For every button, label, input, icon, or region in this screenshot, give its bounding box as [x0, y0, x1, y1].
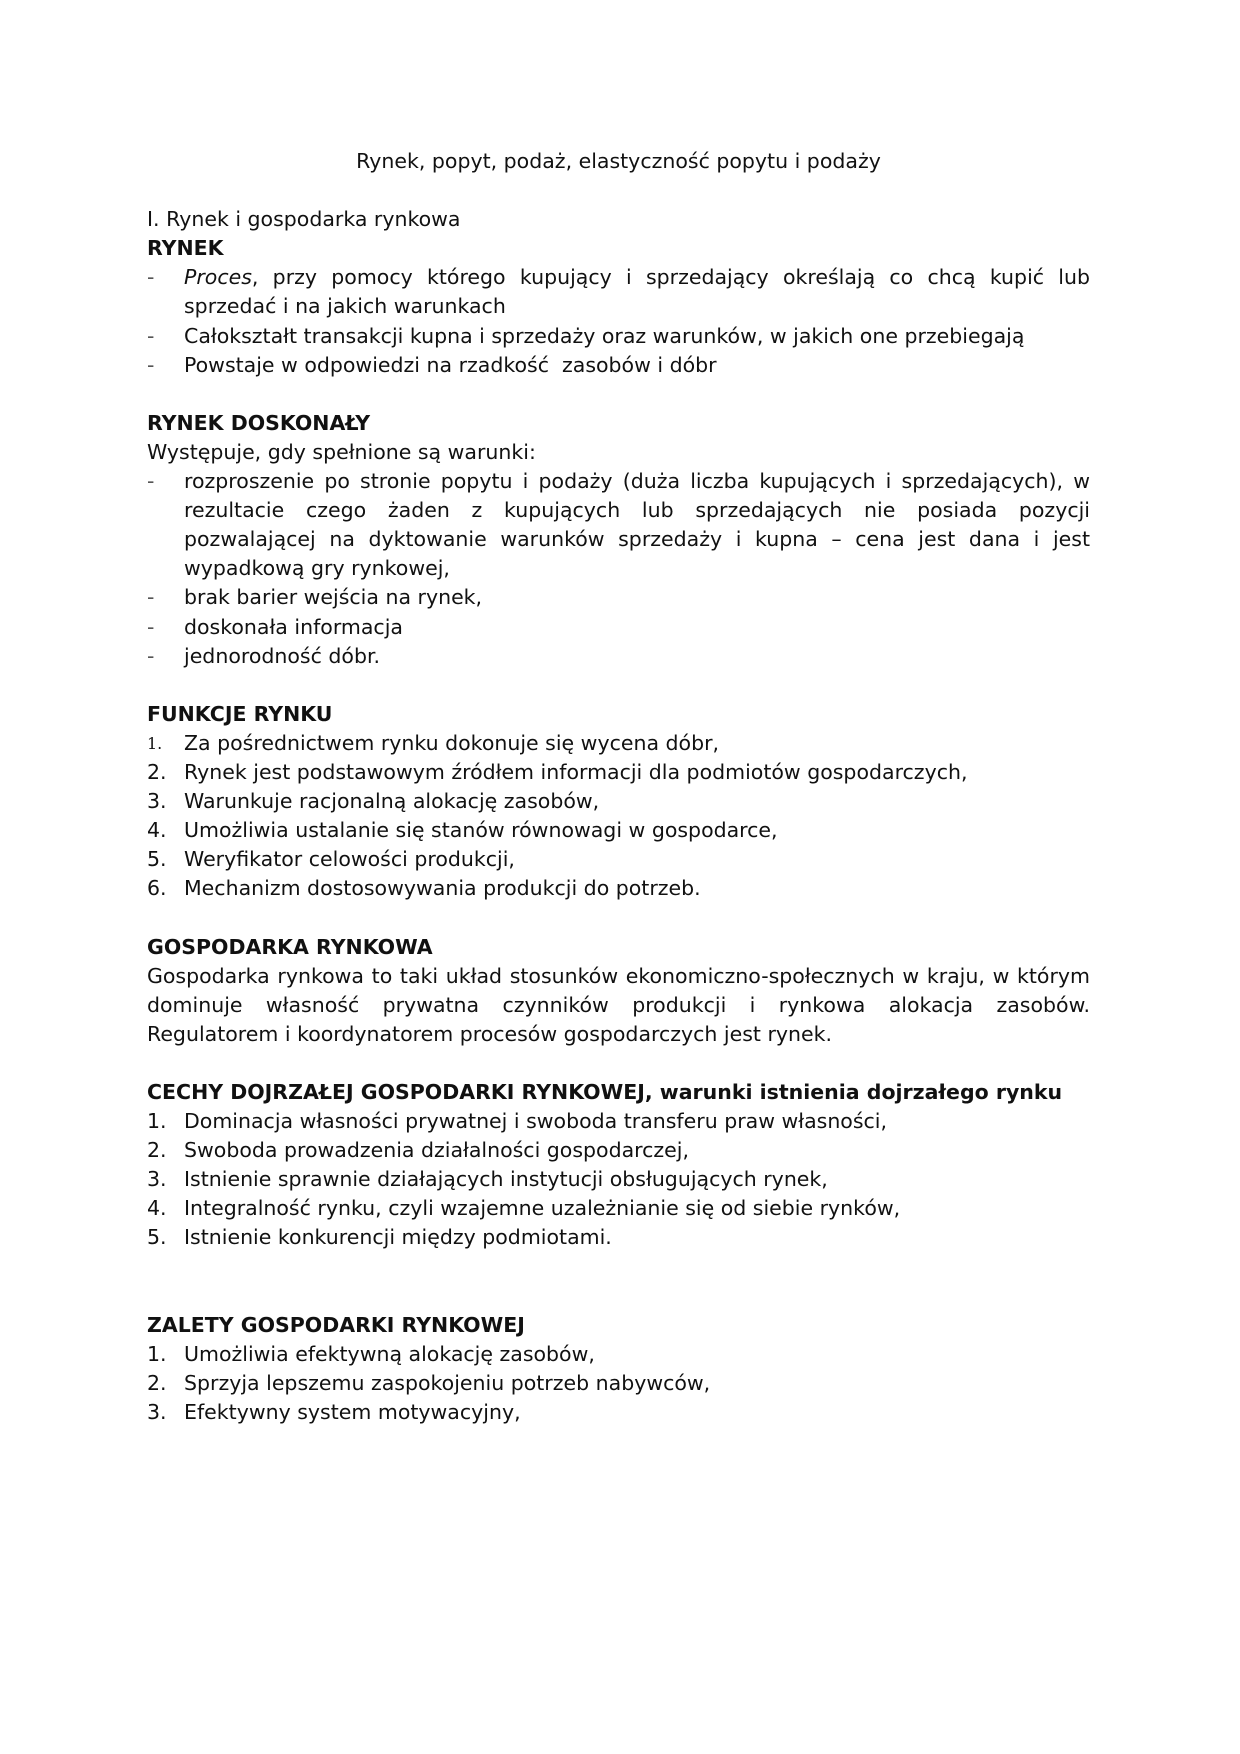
list-item — [147, 351, 1090, 380]
bullet-dash: - — [147, 323, 155, 348]
bullet-dash: - — [147, 585, 155, 610]
list-item — [147, 845, 1090, 874]
list-number: 3. — [147, 1400, 167, 1425]
list-item — [147, 467, 1090, 583]
list-number: 3. — [147, 789, 167, 814]
list-item — [147, 1107, 1090, 1136]
list-item — [147, 874, 1090, 903]
list-item — [147, 816, 1090, 845]
list-item — [147, 729, 1090, 758]
heading-zalety: ZALETY GOSPODARKI RYNKOWEJ — [147, 1312, 525, 1337]
heading-rynek-doskonaly: RYNEK DOSKONAŁY — [147, 410, 371, 435]
item-text: Dominacja własności prywatnej i swoboda transferu praw własności, — [184, 1109, 888, 1134]
list-item — [147, 583, 1090, 612]
item-text: Mechanizm dostosowywania produkcji do potrzeb. — [184, 876, 701, 901]
item-text: Integralność rynku, czyli wzajemne uzależnianie się od siebie rynków, — [184, 1196, 901, 1221]
item-text: brak barier wejścia na rynek, — [184, 585, 483, 610]
item-text: doskonała informacja — [184, 614, 403, 639]
list-item — [147, 613, 1090, 642]
list-number: 1. — [147, 1109, 167, 1134]
item-text: Za pośrednictwem rynku dokonuje się wycena dóbr, — [184, 730, 720, 755]
list-item — [147, 1369, 1090, 1398]
heading-funkcje: FUNKCJE RYNKU — [147, 701, 333, 726]
paragraph: Gospodarka rynkowa to taki układ stosunków ekonomiczno-społecznych w kraju, w którym dominuje własność prywatna czynników produkcji i rynkowa alokacja zasobów. Regulatorem i koordynatorem procesów gospodarczych jest rynek. — [147, 963, 1090, 1046]
bullet-dash: - — [147, 643, 155, 668]
list-number: 1. — [147, 1341, 167, 1366]
item-text: Weryfikator celowości produkcji, — [184, 847, 515, 872]
list-item — [147, 1165, 1090, 1194]
bullet-dash: - — [147, 352, 155, 377]
item-text: Rynek jest podstawowym źródłem informacji dla podmiotów gospodarczych, — [184, 759, 968, 784]
list-item — [147, 322, 1090, 351]
list-number: 2. — [147, 759, 167, 784]
item-text: Umożliwia ustalanie się stanów równowagi w gospodarce, — [184, 818, 778, 843]
list-item — [147, 1194, 1090, 1223]
list-item — [147, 758, 1090, 787]
list-number: 1. — [147, 733, 163, 753]
list-item — [147, 787, 1090, 816]
list-number: 6. — [147, 876, 167, 901]
list-number: 4. — [147, 1196, 167, 1221]
heading-rynek: RYNEK — [147, 236, 224, 261]
item-text: Całokształt transakcji kupna i sprzedaży oraz warunków, w jakich one przebiegają — [184, 323, 1025, 348]
list-item — [147, 642, 1090, 671]
list-number: 4. — [147, 818, 167, 843]
item-text: Istnienie konkurencji między podmiotami. — [184, 1225, 612, 1250]
list-number: 5. — [147, 847, 167, 872]
item-text: Warunkuje racjonalną alokację zasobów, — [184, 789, 600, 814]
item-text: Istnienie sprawnie działających instytucji obsługujących rynek, — [184, 1167, 828, 1192]
list-item — [147, 1223, 1090, 1252]
list-number: 2. — [147, 1370, 167, 1395]
item-text: jednorodność dóbr. — [184, 643, 381, 668]
list-number: 2. — [147, 1138, 167, 1163]
bullet-dash: - — [147, 614, 155, 639]
document-page — [147, 147, 1090, 1427]
item-text: Umożliwia efektywną alokację zasobów, — [184, 1341, 595, 1366]
emphasis: Proces — [184, 265, 252, 290]
item-text: Sprzyja lepszemu zaspokojeniu potrzeb nabywców, — [184, 1370, 711, 1395]
item-text: Efektywny system motywacyjny, — [184, 1400, 521, 1425]
item-text: , przy pomocy którego kupujący i sprzedający określają co chcą kupić lub sprzedać i na jakich warunkach — [184, 265, 1090, 319]
list-number: 3. — [147, 1167, 167, 1192]
heading-cechy: CECHY DOJRZAŁEJ GOSPODARKI RYNKOWEJ, warunki istnienia dojrzałego rynku — [147, 1080, 1063, 1104]
bullet-dash: - — [147, 265, 155, 290]
list-number: 5. — [147, 1225, 167, 1250]
bullet-dash: - — [147, 469, 155, 494]
list-item — [147, 263, 1090, 321]
item-text: Swoboda prowadzenia działalności gospodarczej, — [184, 1138, 689, 1163]
intro-text: Występuje, gdy spełnione są warunki: — [147, 439, 536, 464]
list-item — [147, 1136, 1090, 1165]
list-item — [147, 1398, 1090, 1427]
item-text: rozproszenie po stronie popytu i podaży (duża liczba kupujących i sprzedających), w rezultacie czego żaden z kupujących lub sprzedających nie posiada pozycji pozwalającej na dyktowanie warunków sprzedaży i kupna – cena jest dana i jest wypadkową gry rynkowej, — [184, 469, 1090, 581]
list-item — [147, 1340, 1090, 1369]
section-heading: I. Rynek i gospodarka rynkowa — [147, 207, 461, 232]
item-text: Powstaje w odpowiedzi na rzadkość zasobów i dóbr — [184, 352, 717, 377]
heading-gospodarka: GOSPODARKA RYNKOWA — [147, 934, 433, 959]
document-title: Rynek, popyt, podaż, elastyczność popytu i podaży — [356, 149, 881, 173]
